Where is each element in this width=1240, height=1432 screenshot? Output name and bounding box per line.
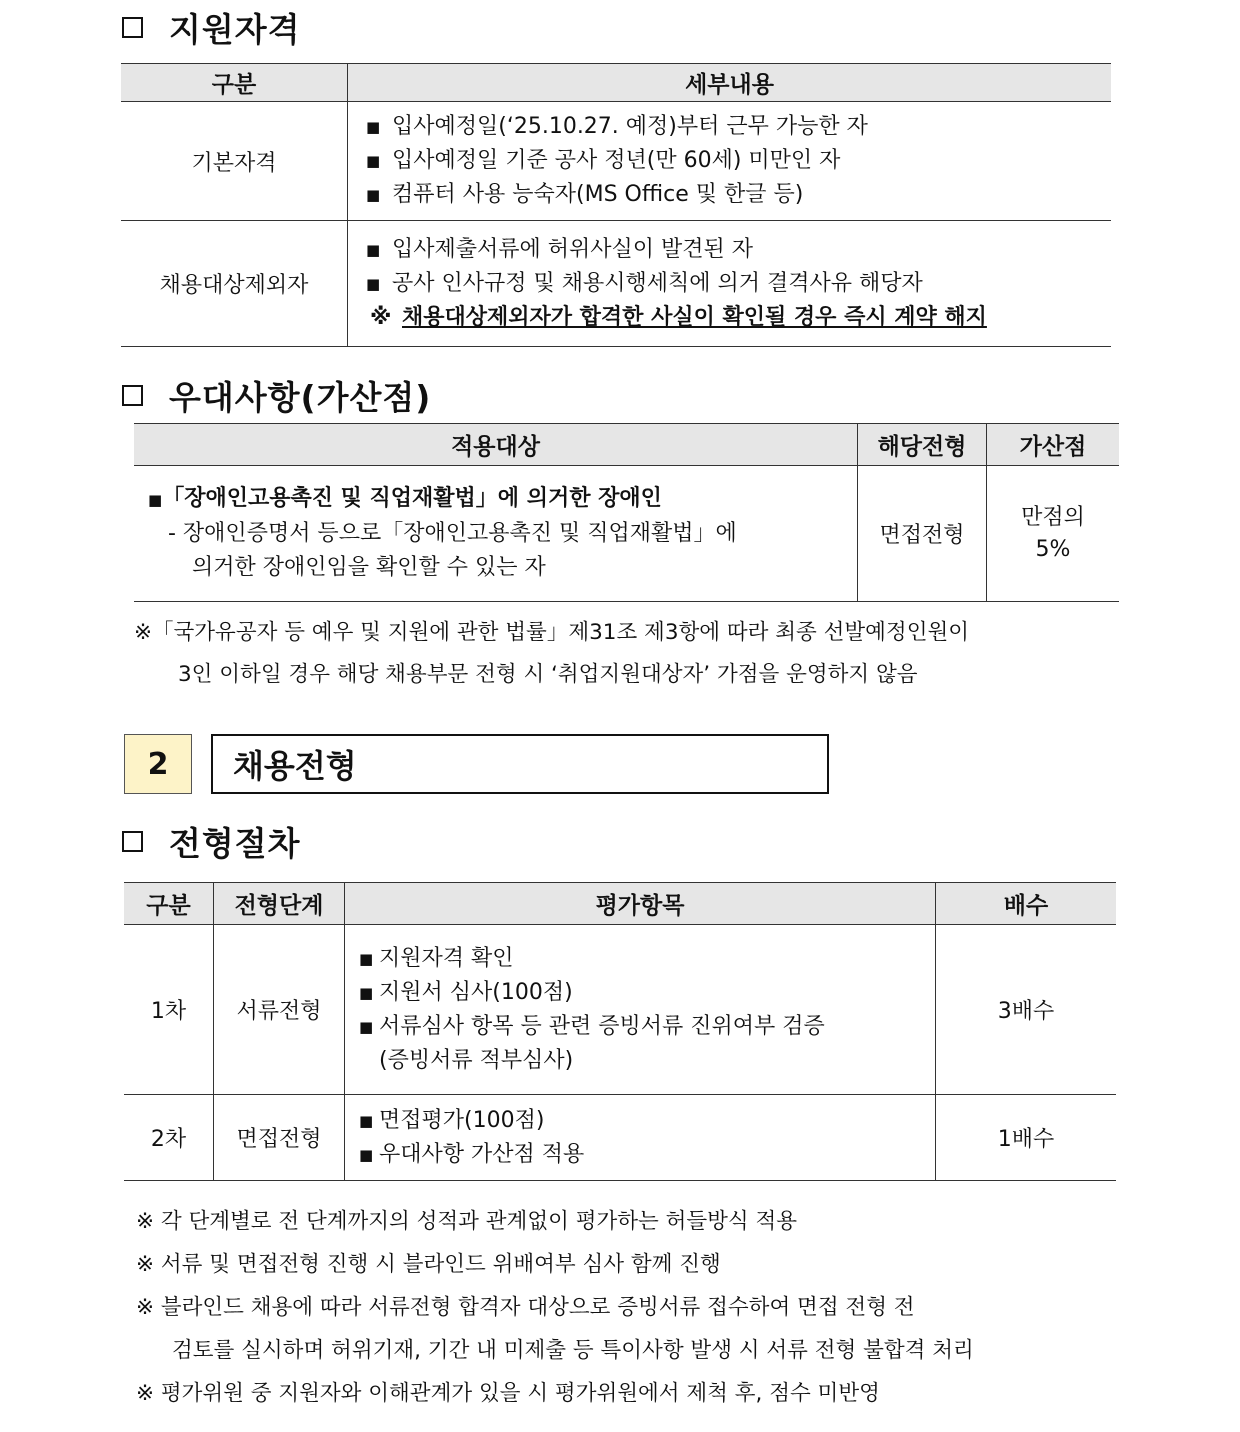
square-bullet-icon: ■ (359, 1017, 374, 1036)
multiple-cell: 3배수 (936, 925, 1117, 1095)
section-eligibility-title: 지원자격 (122, 4, 301, 51)
exclusion-note: ※ 채용대상제외자가 합격한 사실이 확인될 경우 즉시 계약 해지 (370, 304, 987, 330)
preference-table (134, 423, 1119, 602)
list-item: ■ 지원서 심사(100점) (359, 976, 935, 1010)
square-bullet-icon: ■ (366, 274, 381, 293)
order-cell: 2차 (124, 1095, 214, 1181)
list-item: ■ 입사제출서류에 허위사실이 발견된 자 (366, 233, 1111, 267)
note-line: ※ 서류 및 면접전형 진행 시 블라인드 위배여부 심사 함께 진행 (136, 1252, 721, 1277)
list-item: ■ 면접평가(100점) (359, 1104, 935, 1138)
list-item: ■ 입사예정일(‘25.10.27. 예정)부터 근무 가능한 자 (366, 110, 1111, 144)
row-category: 기본자격 (121, 102, 348, 221)
header-multiple: 배수 (936, 883, 1117, 925)
list-item: ■ 서류심사 항목 등 관련 증빙서류 진위여부 검증 (359, 1010, 935, 1044)
header-stage: 해당전형 (858, 424, 987, 466)
header-stage: 전형단계 (214, 883, 345, 925)
chapter-title: 채용전형 (211, 734, 829, 794)
stage-cell: 면접전형 (214, 1095, 345, 1181)
header-target: 적용대상 (134, 424, 858, 466)
stage-cell: 면접전형 (858, 466, 987, 602)
square-bullet-icon: ■ (366, 118, 381, 136)
header-order: 구분 (124, 883, 214, 925)
note-line: ※ 평가위원 중 지원자와 이해관계가 있을 시 평가위원에서 제척 후, 점수 미반영 (136, 1381, 880, 1406)
preference-note: ※「국가유공자 등 예우 및 지원에 관한 법률」제31조 제3항에 따라 최종 선발예정인원이 3인 이하일 경우 해당 채용부문 전형 시 ‘취업지원대상자’ 가점을 운영하지 않음 (134, 620, 970, 687)
note-line: ※ 각 단계별로 전 단계까지의 성적과 관계없이 평가하는 허들방식 적용 (136, 1209, 798, 1234)
square-bullet-icon: ■ (366, 186, 381, 204)
chapter-number: 2 (124, 734, 192, 794)
row-category: 채용대상제외자 (121, 221, 348, 347)
order-cell: 1차 (124, 925, 214, 1095)
table-row (121, 102, 1111, 221)
table-row (121, 221, 1111, 347)
list-item: ■ 컴퓨터 사용 능숙자(MS Office 및 한글 등) (366, 178, 1111, 212)
square-bullet-icon: ■ (359, 949, 374, 968)
procedure-table (124, 882, 1116, 1181)
target-title: ■「장애인고용촉진 및 직업재활법」에 의거한 장애인 (148, 486, 662, 511)
list-item: ■ 공사 인사규정 및 채용시행세칙에 의거 결격사유 해당자 (366, 267, 1111, 301)
note-line: ※ 블라인드 채용에 따라 서류전형 합격자 대상으로 증빙서류 접수하여 면접 전형 전 (136, 1295, 915, 1320)
header-category: 구분 (121, 64, 348, 102)
points-cell: 만점의 5% (987, 466, 1120, 602)
procedure-notes (136, 1200, 1136, 1415)
multiple-cell: 1배수 (936, 1095, 1117, 1181)
table-row (134, 466, 1119, 602)
list-item-cont: (증빙서류 적부심사) (379, 1047, 574, 1073)
header-details: 세부내용 (348, 64, 1112, 102)
section-procedure-title: 전형절차 (122, 818, 301, 865)
header-points: 가산점 (987, 424, 1120, 466)
target-detail: - 장애인증명서 등으로「장애인고용촉진 및 직업재활법」에 (168, 521, 737, 546)
list-item: ■ 우대사항 가산점 적용 (359, 1138, 935, 1172)
table-row (124, 1095, 1116, 1181)
header-evaluation: 평가항목 (345, 883, 936, 925)
square-bullet-icon: ■ (359, 1111, 374, 1130)
stage-cell: 서류전형 (214, 925, 345, 1095)
checkbox-square-icon (122, 831, 143, 852)
square-bullet-icon: ■ (359, 983, 374, 1002)
target-detail: 의거한 장애인임을 확인할 수 있는 자 (192, 555, 546, 580)
square-bullet-icon: ■ (366, 152, 381, 170)
square-bullet-icon: ■ (148, 491, 163, 509)
list-item: ■ 지원자격 확인 (359, 942, 935, 976)
eligibility-table (121, 63, 1111, 347)
note-line: 검토를 실시하며 허위기재, 기간 내 미제출 등 특이사항 발생 시 서류 전형 불합격 처리 (172, 1338, 974, 1363)
square-bullet-icon: ■ (366, 240, 381, 259)
list-item: ■ 입사예정일 기준 공사 정년(만 60세) 미만인 자 (366, 144, 1111, 178)
checkbox-square-icon (122, 17, 143, 38)
checkbox-square-icon (122, 385, 143, 406)
table-row (124, 925, 1116, 1095)
square-bullet-icon: ■ (359, 1145, 374, 1164)
section-preference-title: 우대사항(가산점) (122, 372, 431, 419)
